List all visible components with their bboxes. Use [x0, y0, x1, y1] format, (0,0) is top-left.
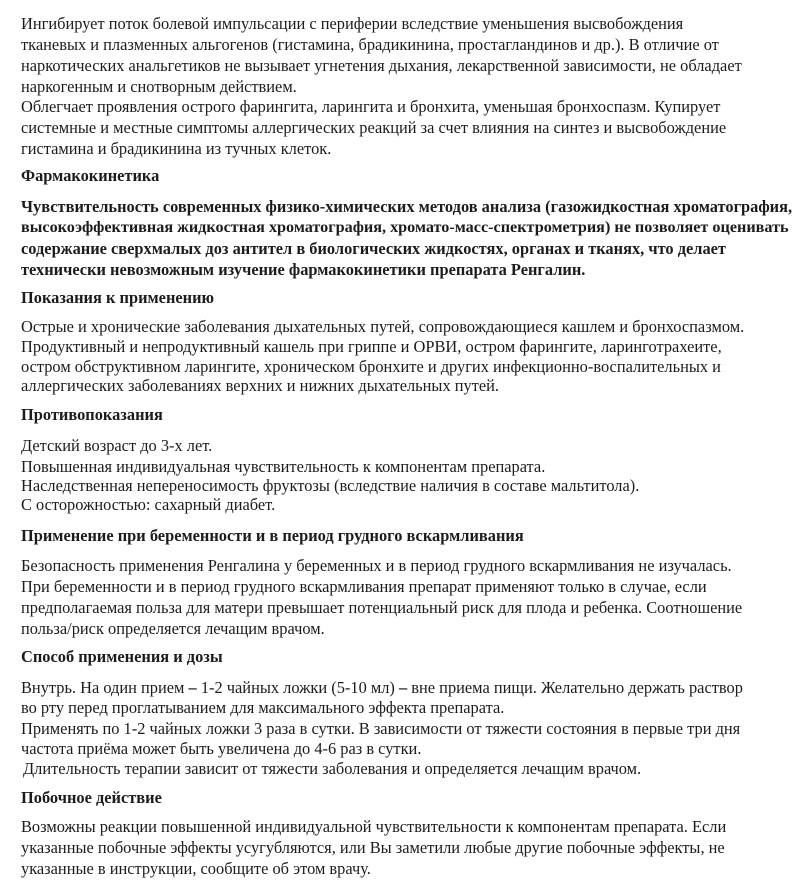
- contraindications-line: С осторожностью: сахарный диабет.: [21, 495, 276, 514]
- dosage-text: Внутрь. На один прием: [21, 678, 189, 697]
- contraindications-line: Детский возраст до 3-х лет.: [21, 436, 213, 455]
- pregnancy-line: предполагаемая польза для матери превышает потенциальный риск для плода и ребенка. Соотношение: [21, 598, 743, 617]
- dosage-line: [21, 678, 743, 697]
- dosage-text: вне приема пищи. Желательно держать раствор: [407, 678, 743, 697]
- intro-line: системные и местные симптомы аллергических реакций за счет влияния на синтез и высвобождение: [21, 118, 727, 137]
- pregnancy-line: Безопасность применения Ренгалина у беременных и в период грудного вскармливания не изучалась.: [21, 556, 732, 575]
- intro-line: наркогенным и снотворным действием.: [21, 77, 297, 96]
- intro-line: наркотических анальгетиков не вызывает угнетения дыхания, лекарственной зависимости, не обладает: [21, 56, 742, 75]
- dosage-line: частота приёма может быть увеличена до 4-6 раз в сутки.: [21, 739, 422, 758]
- pregnancy-line: При беременности и в период грудного вскармливания препарат применяют только в случае, если: [21, 577, 707, 596]
- side-effects-line: Возможны реакции повышенной индивидуальной чувствительности к компонентам препарата. Если: [21, 817, 727, 836]
- pregnancy-line: польза/риск определяется лечащим врачом.: [21, 619, 325, 638]
- pharmacokinetics-line: технически невозможным изучение фармакокинетики препарата Ренгалин.: [21, 260, 586, 279]
- section-heading-pharmacokinetics: Фармакокинетика: [21, 166, 160, 185]
- section-heading-indications: Показания к применению: [21, 288, 215, 307]
- intro-line: тканевых и плазменных альгогенов (гистамина, брадикинина, простагландинов и др.). В отличие от: [21, 35, 719, 54]
- section-heading-side-effects: Побочное действие: [21, 788, 162, 807]
- pharmacokinetics-line: содержание сверхмалых доз антител в биологических жидкостях, органах и тканях, что делает: [21, 239, 726, 258]
- intro-line: гистамина и брадикинина из тучных клеток.: [21, 139, 332, 158]
- dosage-line: Длительность терапии зависит от тяжести заболевания и определяется лечащим врачом.: [23, 759, 642, 778]
- section-heading-dosage: Способ применения и дозы: [21, 647, 223, 666]
- section-heading-pregnancy: Применение при беременности и в период грудного вскармливания: [21, 526, 524, 545]
- contraindications-line: Наследственная непереносимость фруктозы (вследствие наличия в составе мальтитола).: [21, 476, 640, 495]
- side-effects-line: указанные побочные эффекты усугубляются, или Вы заметили любые другие побочные эффекты, не: [21, 838, 725, 857]
- indications-line: аллергических заболеваниях верхних и нижних дыхательных путей.: [21, 376, 500, 395]
- indications-line: Острые и хронические заболевания дыхательных путей, сопровождающиеся кашлем и бронхоспазмом.: [21, 317, 745, 336]
- pharmacokinetics-line: Чувствительность современных физико-химических методов анализа (газожидкостная хроматография,: [21, 197, 793, 216]
- section-heading-contraindications: Противопоказания: [21, 405, 163, 424]
- side-effects-line: указанные в инструкции, сообщите об этом врачу.: [21, 859, 371, 878]
- dosage-dash: –: [188, 678, 197, 697]
- dosage-text: 1-2 чайных ложки (5-10 мл): [196, 678, 399, 697]
- pharmacokinetics-line: высокоэффективная жидкостная хроматография, хромато-масс-спектрометрия) не позволяет оценивать: [21, 218, 789, 236]
- dosage-line: во рту перед проглатыванием для максимального эффекта препарата.: [21, 698, 505, 717]
- dosage-line: Применять по 1-2 чайных ложки 3 раза в сутки. В зависимости от тяжести состояния в первые три дня: [21, 719, 741, 738]
- indications-line: Продуктивный и непродуктивный кашель при гриппе и ОРВИ, остром фарингите, ларинготрахеите,: [21, 337, 722, 356]
- intro-line: Ингибирует поток болевой импульсации с периферии вследствие уменьшения высвобождения: [21, 14, 684, 33]
- dosage-dash: –: [398, 678, 408, 697]
- intro-line: Облегчает проявления острого фарингита, ларингита и бронхита, уменьшая бронхоспазм. Купирует: [21, 97, 721, 116]
- contraindications-line: Повышенная индивидуальная чувствительность к компонентам препарата.: [21, 457, 546, 476]
- indications-line: остром обструктивном ларингите, хроническом бронхите и других инфекционно-воспалительных и: [21, 357, 721, 376]
